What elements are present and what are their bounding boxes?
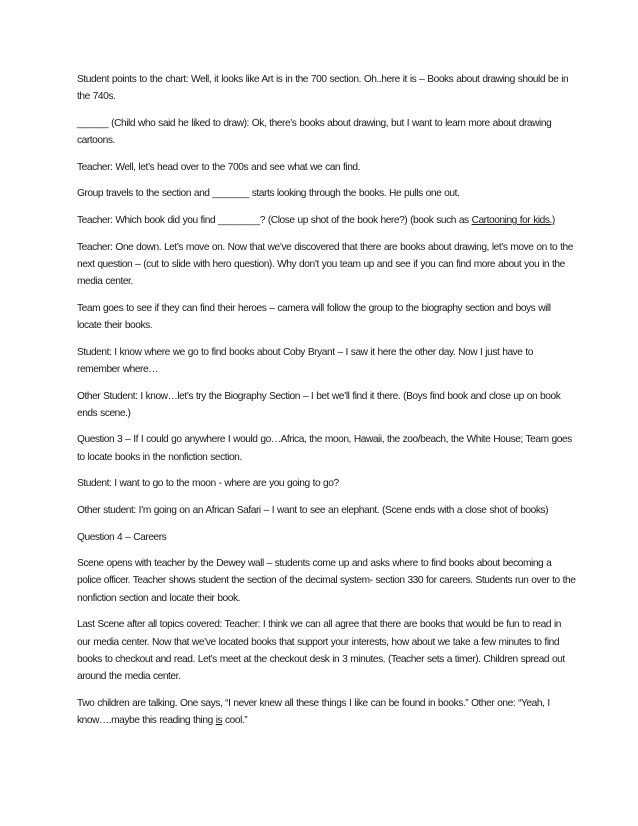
text-run: Other Student: I know…let’s try the Biography Section – I bet we’ll find it there. (Boys find book and close up on book ends scene.) [77,390,561,419]
paragraph [77,115,577,150]
text-run: Teacher: Which book did you find ________? (Close up shot of the book here?) (book such as [77,214,472,226]
text-run: Scene opens with teacher by the Dewey wall – students come up and asks where to find books about becoming a police officer. Teacher shows student the section of the decimal system- section 330 for careers. Students run over to the nonfiction section and locate their book. [77,558,576,604]
text-run: Two children are talking. One says, “I never knew all these things I like can be found in books.” Other one: “Yeah, I know….maybe this reading thing [77,697,550,727]
underlined-text: Cartooning for kids.) [471,214,555,226]
paragraph [77,502,577,519]
paragraph [77,344,577,379]
paragraph [77,695,577,730]
paragraph [77,71,577,106]
paragraph [77,239,577,291]
paragraph [77,555,577,607]
paragraph [77,431,577,466]
paragraph [77,212,577,229]
text-run: Student: I know where we go to find books about Coby Bryant – I saw it here the other day. Now I just have to remember where… [77,346,533,375]
text-run: Team goes to see if they can find their heroes – camera will follow the group to the biography section and boys will locate their books. [77,302,551,332]
text-run: cool.” [222,715,248,727]
text-run: Question 3 – If I could go anywhere I would go…Africa, the moon, Hawaii, the zoo/beach, the White House; Team goes to locate books in the nonfiction section. [77,434,572,463]
text-run: Teacher: Well, let’s head over to the 700s and see what we can find. [77,161,361,173]
text-run: Student: I want to go to the moon - where are you going to go? [77,478,339,490]
paragraph [77,388,577,423]
text-run: ______ (Child who said he liked to draw): Ok, there’s books about drawing, but I want to learn more about drawing cartoons. [77,117,552,147]
text-run: Teacher: One down. Let’s move on. Now that we’ve discovered that there are books about drawing, let’s move on to the next question – (cut to slide with hero question). Why don’t you team up and see if you can find more about you in the media center. [77,241,573,288]
text-run: Group travels to the section and _______ starts looking through the books. He pulls one out. [77,188,460,200]
text-run: Question 4 – Careers [77,531,167,543]
paragraph [77,616,577,685]
underlined-text: is [215,715,223,727]
paragraph [77,159,577,176]
paragraph [77,300,577,335]
text-run: Last Scene after all topics covered: Teacher: I think we can all agree that there are books that would be fun to read in our media center. Now that we’ve located books that support your interests, how about we take a few minutes to find books to checkout and read. Let’s meet at the checkout desk in 3 minutes. (Teacher sets a timer). Children spread out around the media center. [77,619,565,683]
text-run: Student points to the chart: Well, it looks like Art is in the 700 section. Oh..here it is – Books about drawing should be in the 740s. [77,74,569,103]
paragraph [77,529,577,546]
paragraph [77,185,577,202]
paragraph [77,475,577,492]
document-body [77,71,577,739]
text-run: Other student: I’m going on an African Safari – I want to see an elephant. (Scene ends with a close shot of books) [77,504,549,516]
